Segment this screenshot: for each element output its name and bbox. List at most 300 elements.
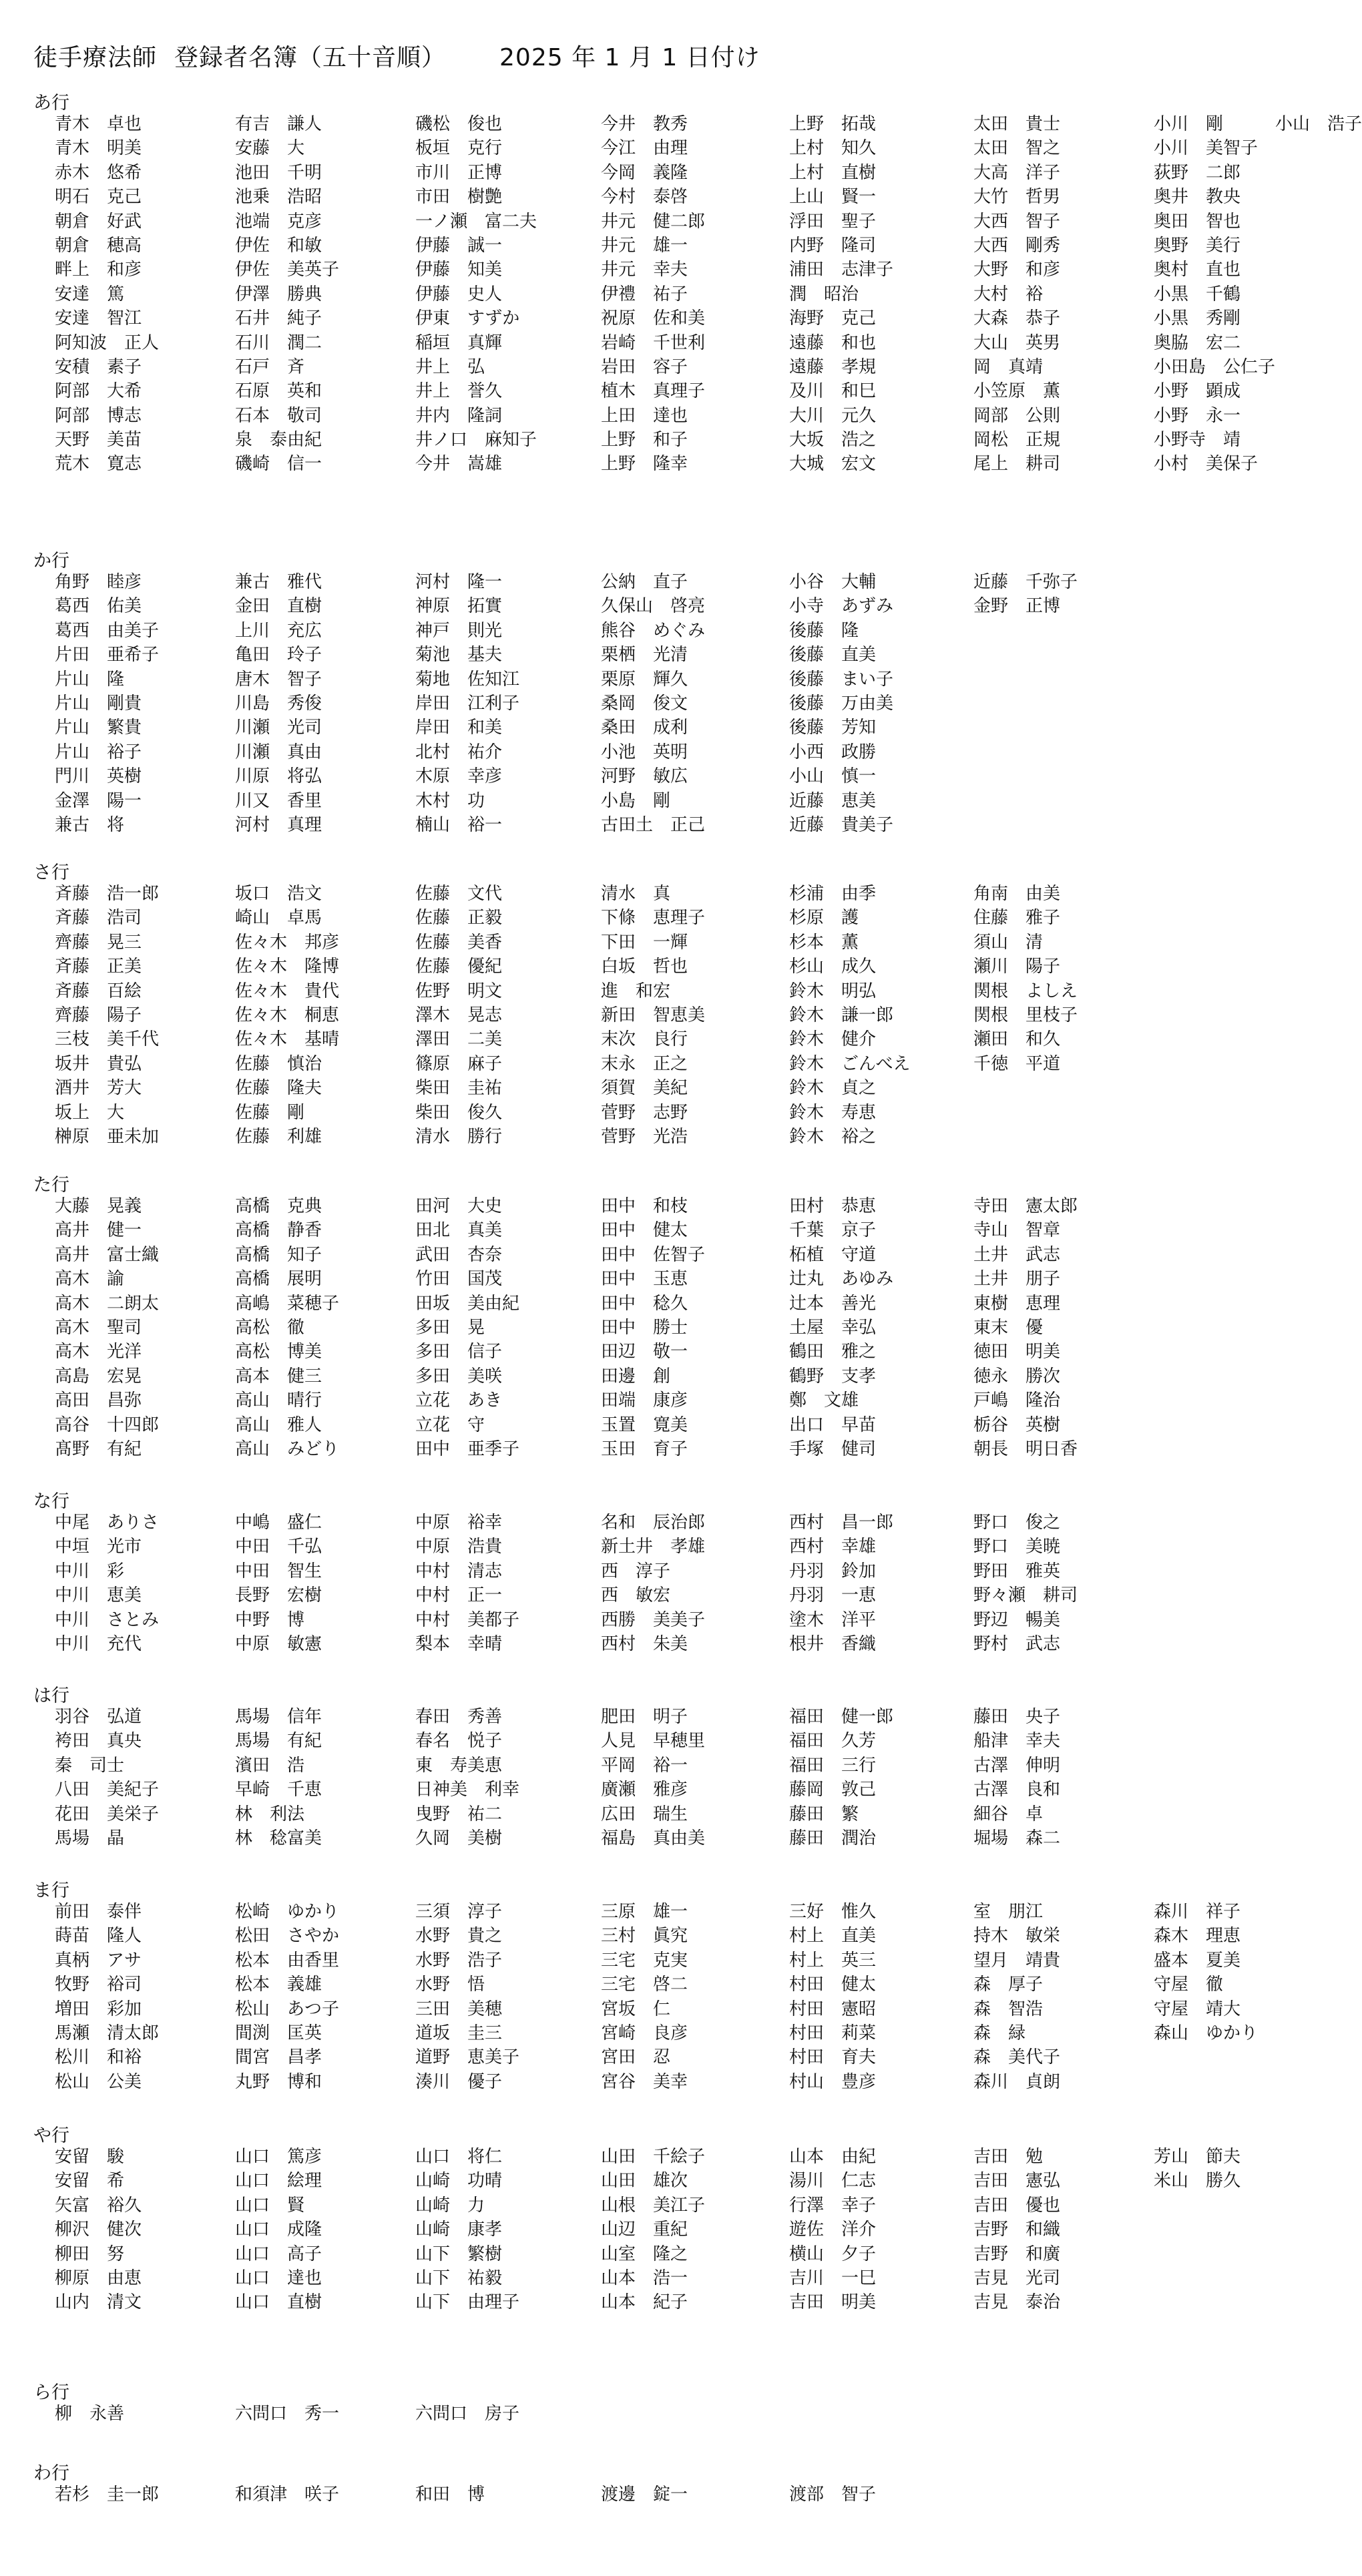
name-entry: 木村 功: [415, 790, 485, 811]
name-entry: 阿部 大希: [55, 381, 142, 402]
name-entry: 中田 智生: [235, 1561, 322, 1581]
name-entry: 戸嶋 隆治: [973, 1390, 1061, 1411]
name-entry: 井ノ口 麻知子: [415, 430, 537, 451]
name-entry: 宮坂 仁: [601, 1999, 671, 2019]
name-entry: 山田 雄次: [601, 2171, 688, 2192]
name-entry: 伊佐 美英子: [235, 260, 340, 280]
name-entry: 崎山 卓馬: [235, 908, 322, 929]
name-entry: 下條 恵理子: [601, 908, 706, 929]
name-entry: 佐藤 利雄: [235, 1126, 322, 1147]
name-entry: 明石 克己: [55, 187, 142, 208]
name-entry: 清水 真: [601, 884, 671, 904]
name-entry: 徳田 明美: [973, 1342, 1061, 1362]
name-entry: 鈴木 明弘: [789, 981, 877, 1001]
name-entry: 澤木 晃志: [415, 1005, 503, 1025]
name-entry: 吉見 光司: [973, 2268, 1061, 2288]
name-entry: 上川 充広: [235, 620, 322, 641]
name-entry: 上村 直樹: [789, 162, 877, 183]
name-entry: 竹田 国茂: [415, 1269, 503, 1290]
name-entry: 鄭 文雄: [789, 1390, 859, 1411]
name-entry: 三宅 啓二: [601, 1975, 688, 1995]
name-entry: 斉藤 浩一郎: [55, 884, 160, 904]
name-entry: 上野 和子: [601, 430, 688, 451]
name-entry: 細谷 卓: [973, 1804, 1044, 1824]
name-entry: 遠藤 孝規: [789, 356, 877, 377]
name-entry: 松川 和裕: [55, 2047, 142, 2068]
name-entry: 瀬田 和久: [973, 1029, 1061, 1050]
name-entry: 岩田 容子: [601, 356, 688, 377]
name-entry: 今井 嵩雄: [415, 454, 503, 475]
name-entry: 伊藤 誠一: [415, 235, 503, 256]
name-entry: 阿部 博志: [55, 405, 142, 426]
name-entry: 奥脇 宏二: [1154, 332, 1241, 353]
name-entry: 小田島 公仁子: [1154, 356, 1276, 377]
name-entry: 山崎 康孝: [415, 2220, 503, 2240]
name-entry: 尾上 耕司: [973, 454, 1061, 475]
name-entry: 春田 秀善: [415, 1707, 503, 1727]
name-entry: 井元 健二郎: [601, 211, 706, 232]
name-entry: 梨本 幸晴: [415, 1633, 503, 1654]
name-entry: 青木 明美: [55, 138, 142, 159]
name-entry: 土井 朋子: [973, 1269, 1061, 1290]
name-entry: 吉田 勉: [973, 2147, 1044, 2167]
name-entry: 福島 真由美: [601, 1828, 706, 1848]
name-entry: 水野 貴之: [415, 1926, 503, 1947]
name-entry: 髙野 有紀: [55, 1439, 142, 1459]
name-entry: 辻本 善光: [789, 1293, 877, 1314]
name-grid: [55, 1900, 1258, 2094]
name-entry: 泉 泰由紀: [235, 430, 322, 451]
name-entry: 湊川 優子: [415, 2071, 503, 2092]
name-entry: 高本 健三: [235, 1366, 322, 1386]
name-entry: 大坂 浩之: [789, 430, 877, 451]
name-entry: 室 朋江: [973, 1902, 1044, 1922]
name-entry: 松田 さやか: [235, 1926, 340, 1947]
name-entry: 杉本 薫: [789, 932, 859, 953]
name-entry: 山根 美江子: [601, 2195, 706, 2216]
name-entry: 公納 直子: [601, 572, 688, 592]
section-label: か行: [33, 551, 69, 571]
name-entry: 千徳 平道: [973, 1053, 1061, 1074]
name-entry: 大城 宏文: [789, 454, 877, 475]
name-entry: 角南 由美: [973, 884, 1061, 904]
name-entry: 間宮 昌孝: [235, 2047, 322, 2068]
name-entry: 兼古 雅代: [235, 572, 322, 592]
name-entry: 鈴木 ごんべえ: [789, 1053, 911, 1074]
name-entry: 朝倉 穂高: [55, 235, 142, 256]
name-entry: 今井 教秀: [601, 114, 688, 134]
name-entry: 渡邊 錠一: [601, 2485, 688, 2505]
name-entry: 米山 勝久: [1154, 2171, 1241, 2192]
name-entry: 小笠原 薫: [973, 381, 1061, 402]
name-entry: 中原 敏憲: [235, 1633, 322, 1654]
name-entry: 松本 義雄: [235, 1975, 322, 1995]
name-entry: 吉田 憲弘: [973, 2171, 1061, 2192]
name-entry: 久保山 啓亮: [601, 596, 706, 617]
name-entry: 唐木 智子: [235, 669, 322, 690]
name-entry: 木原 幸彦: [415, 766, 503, 787]
name-entry: 馬場 有紀: [235, 1731, 322, 1752]
name-entry: 山口 成隆: [235, 2220, 322, 2240]
name-entry: 菅野 志野: [601, 1102, 688, 1123]
name-entry: 村田 莉菜: [789, 2023, 877, 2043]
name-entry: 高橋 静香: [235, 1220, 322, 1241]
name-entry: 亀田 玲子: [235, 645, 322, 666]
name-entry: 伊藤 知美: [415, 260, 503, 280]
name-entry: 馬瀬 清太郎: [55, 2023, 160, 2043]
name-entry: 河村 真理: [235, 814, 322, 835]
name-entry: 安達 智江: [55, 308, 142, 329]
name-entry: 高橋 知子: [235, 1244, 322, 1265]
name-entry: 濱田 浩: [235, 1755, 305, 1776]
name-entry: 鈴木 裕之: [789, 1126, 877, 1147]
name-entry: 稲垣 真輝: [415, 332, 503, 353]
name-entry: 中原 裕幸: [415, 1513, 503, 1533]
name-entry: 安留 希: [55, 2171, 125, 2192]
name-entry: 三好 惟久: [789, 1902, 877, 1922]
name-entry: 盛本 夏美: [1154, 1950, 1241, 1971]
section-label: ら行: [33, 2382, 69, 2403]
name-entry: 佐々木 隆博: [235, 957, 340, 977]
name-entry: 西村 昌一郎: [789, 1513, 894, 1533]
name-entry: 田北 真美: [415, 1220, 503, 1241]
name-entry: 住藤 雅子: [973, 908, 1061, 929]
name-entry: 東 寿美恵: [415, 1755, 503, 1776]
name-entry: 鈴木 謙一郎: [789, 1005, 894, 1025]
name-entry: 桑岡 俊文: [601, 693, 688, 714]
name-entry: 太田 智之: [973, 138, 1061, 159]
name-entry: 田邊 創: [601, 1366, 671, 1386]
name-entry: 斉藤 百絵: [55, 981, 142, 1001]
name-entry: 蒔苗 隆人: [55, 1926, 142, 1947]
name-entry: 寺田 憲太郎: [973, 1196, 1078, 1216]
name-entry: 大高 洋子: [973, 162, 1061, 183]
name-entry: 田中 勝士: [601, 1317, 688, 1338]
name-entry: 須山 清: [973, 932, 1044, 953]
name-entry: 片山 隆: [55, 669, 125, 690]
name-entry: 林 稔富美: [235, 1828, 322, 1848]
name-entry: 福田 三行: [789, 1755, 877, 1776]
name-entry: 今江 由理: [601, 138, 688, 159]
name-entry: 酒井 芳大: [55, 1078, 142, 1099]
name-entry: 佐藤 美香: [415, 932, 503, 953]
name-entry: 佐藤 優紀: [415, 957, 503, 977]
name-entry: 斉藤 正美: [55, 957, 142, 977]
name-entry: 金田 直樹: [235, 596, 322, 617]
name-entry: 石戸 斉: [235, 356, 305, 377]
name-entry: 石井 純子: [235, 308, 322, 329]
name-entry: 野村 武志: [973, 1633, 1061, 1654]
name-entry: 川又 香里: [235, 790, 322, 811]
name-entry: 宮田 忍: [601, 2047, 671, 2068]
name-entry: 松山 あつ子: [235, 1999, 340, 2019]
name-entry: 塗木 洋平: [789, 1609, 877, 1630]
name-entry: 丹羽 一恵: [789, 1585, 877, 1606]
name-entry: 船津 幸夫: [973, 1731, 1061, 1752]
name-entry: 平岡 裕一: [601, 1755, 688, 1776]
name-entry: 丸野 博和: [235, 2071, 322, 2092]
name-entry: 増田 彩加: [55, 1999, 142, 2019]
name-entry: 田中 玉恵: [601, 1269, 688, 1290]
name-entry: 松山 公美: [55, 2071, 142, 2092]
name-entry: 柳沢 健次: [55, 2220, 142, 2240]
name-entry: 早崎 千恵: [235, 1780, 322, 1800]
name-entry: 中村 清志: [415, 1561, 503, 1581]
name-entry: 大村 裕: [973, 284, 1044, 304]
name-entry: 藤田 潤治: [789, 1828, 877, 1848]
name-entry: 井元 雄一: [601, 235, 688, 256]
name-entry: 古田土 正己: [601, 814, 706, 835]
name-entry: 岸田 和美: [415, 718, 503, 738]
name-entry: 日神美 利幸: [415, 1780, 520, 1800]
name-entry: 吉田 優也: [973, 2195, 1061, 2216]
name-entry: 鶴田 雅之: [789, 1342, 877, 1362]
name-entry: 荻野 二郎: [1154, 162, 1241, 183]
name-entry: 多田 美咲: [415, 1366, 503, 1386]
name-entry: 大西 智子: [973, 211, 1061, 232]
name-entry: 片田 亜希子: [55, 645, 160, 666]
name-entry: 荒木 寛志: [55, 454, 142, 475]
name-entry: 鈴木 寿恵: [789, 1102, 877, 1123]
name-entry: 新土井 孝雄: [601, 1537, 706, 1557]
name-entry: 山口 直樹: [235, 2292, 322, 2313]
name-entry: 若杉 圭一郎: [55, 2485, 160, 2505]
name-entry: 袴田 真央: [55, 1731, 142, 1752]
name-entry: 和須津 咲子: [235, 2485, 340, 2505]
name-entry: 鶴野 支孝: [789, 1366, 877, 1386]
name-entry: 野々瀬 耕司: [973, 1585, 1078, 1606]
name-entry: 福田 健一郎: [789, 1707, 894, 1727]
name-entry: 中村 正一: [415, 1585, 503, 1606]
name-entry: 安達 篤: [55, 284, 125, 304]
name-entry: 湯川 仁志: [789, 2171, 877, 2192]
name-entry: 小西 政勝: [789, 742, 877, 762]
name-entry: 大西 剛秀: [973, 235, 1061, 256]
name-entry: 高木 諭: [55, 1269, 125, 1290]
name-entry: 野辺 暢美: [973, 1609, 1061, 1630]
name-entry: 上野 隆幸: [601, 454, 688, 475]
name-entry: 杉浦 由季: [789, 884, 877, 904]
name-entry: 牧野 裕司: [55, 1975, 142, 1995]
name-entry: 井内 隆詞: [415, 405, 503, 426]
name-entry: 村上 直美: [789, 1926, 877, 1947]
name-entry: 田中 稔久: [601, 1293, 688, 1314]
name-entry: 山田 千絵子: [601, 2147, 706, 2167]
name-entry: 須賀 美紀: [601, 1078, 688, 1099]
name-entry: 安積 素子: [55, 356, 142, 377]
name-entry: 池端 克彦: [235, 211, 322, 232]
name-entry: 高嶋 菜穂子: [235, 1293, 340, 1314]
name-entry: 山本 浩一: [601, 2268, 688, 2288]
name-entry: 佐藤 剛: [235, 1102, 305, 1123]
name-entry: 佐々木 桐恵: [235, 1005, 340, 1025]
name-entry: 板垣 克行: [415, 138, 503, 159]
name-entry: 潤 昭治: [789, 284, 859, 304]
name-entry: 山内 清文: [55, 2292, 142, 2313]
name-entry: 佐藤 慎治: [235, 1053, 322, 1074]
name-entry: 栃谷 英樹: [973, 1414, 1061, 1435]
name-entry: 井元 幸夫: [601, 260, 688, 280]
name-entry: 野口 俊之: [973, 1513, 1061, 1533]
name-entry: 上野 拓哉: [789, 114, 877, 134]
name-entry: 中原 浩貴: [415, 1537, 503, 1557]
name-entry: 井上 弘: [415, 356, 485, 377]
name-entry: 小村 美保子: [1154, 454, 1259, 475]
name-entry: 岡部 公則: [973, 405, 1061, 426]
name-entry: 片山 裕子: [55, 742, 142, 762]
name-entry: 中嶋 盛仁: [235, 1513, 322, 1533]
name-entry: 野田 雅英: [973, 1561, 1061, 1581]
name-entry: 丹羽 鈴加: [789, 1561, 877, 1581]
name-entry: 山下 由理子: [415, 2292, 520, 2313]
name-entry: 小野 顕成: [1154, 381, 1241, 402]
name-entry: 村田 健太: [789, 1975, 877, 1995]
name-entry: 小黒 千鶴: [1154, 284, 1241, 304]
name-entry: 神戸 則光: [415, 620, 503, 641]
name-entry: 吉見 泰治: [973, 2292, 1061, 2313]
name-entry: 安藤 大: [235, 138, 305, 159]
name-entry: 安留 駿: [55, 2147, 125, 2167]
name-entry: 池田 千明: [235, 162, 322, 183]
name-entry: 白坂 哲也: [601, 957, 688, 977]
section-label: は行: [33, 1686, 69, 1706]
name-entry: 武田 杏奈: [415, 1244, 503, 1265]
section-label: や行: [33, 2125, 69, 2146]
name-entry: 後藤 まい子: [789, 669, 894, 690]
name-entry: 祝原 佐和美: [601, 308, 706, 329]
name-entry: 多田 信子: [415, 1342, 503, 1362]
name-entry: 小山 浩子: [1275, 114, 1362, 134]
name-entry: 三原 雄一: [601, 1902, 688, 1922]
name-entry: 広田 瑞生: [601, 1804, 688, 1824]
name-grid: [55, 2145, 1240, 2315]
name-entry: 兼古 将: [55, 814, 125, 835]
name-entry: 田中 和枝: [601, 1196, 688, 1216]
name-entry: 河野 敏広: [601, 766, 688, 787]
name-entry: 川島 秀俊: [235, 693, 322, 714]
name-entry: 藤田 央子: [973, 1707, 1061, 1727]
name-entry: 関根 里枝子: [973, 1005, 1078, 1025]
name-entry: 齊藤 陽子: [55, 1005, 142, 1025]
name-entry: 葛西 佑美: [55, 596, 142, 617]
name-entry: 菊池 基夫: [415, 645, 503, 666]
name-entry: 高井 健一: [55, 1220, 142, 1241]
name-entry: 大山 英男: [973, 332, 1061, 353]
name-entry: 後藤 芳知: [789, 718, 877, 738]
name-entry: 中川 彩: [55, 1561, 125, 1581]
name-entry: 下田 一輝: [601, 932, 688, 953]
name-entry: 岡松 正規: [973, 430, 1061, 451]
title-date: 2025 年 1 月 1 日付け: [499, 44, 760, 71]
name-entry: 吉野 和廣: [973, 2244, 1061, 2264]
name-entry: 坂上 大: [55, 1102, 125, 1123]
name-entry: 西勝 美美子: [601, 1609, 706, 1630]
name-entry: 芳山 節夫: [1154, 2147, 1241, 2167]
name-entry: 森 緑: [973, 2023, 1026, 2043]
name-entry: 市田 樹艶: [415, 187, 503, 208]
name-entry: 馬場 信年: [235, 1707, 322, 1727]
name-entry: 山崎 功晴: [415, 2171, 503, 2192]
name-entry: 大川 元久: [789, 405, 877, 426]
name-entry: 和田 博: [415, 2485, 485, 2505]
name-entry: 藤田 繁: [789, 1804, 859, 1824]
name-entry: 上田 達也: [601, 405, 688, 426]
name-entry: 六問口 房子: [415, 2404, 520, 2424]
name-entry: 水野 悟: [415, 1975, 485, 1995]
name-entry: 矢富 裕久: [55, 2195, 142, 2216]
name-entry: 高井 富士織: [55, 1244, 160, 1265]
name-entry: 関根 よしえ: [973, 981, 1078, 1001]
name-entry: 岡 真靖: [973, 356, 1044, 377]
name-entry: 伊佐 和敏: [235, 235, 322, 256]
name-entry: 野口 美暁: [973, 1537, 1061, 1557]
name-entry: 奥野 美行: [1154, 235, 1241, 256]
name-entry: 立花 守: [415, 1414, 485, 1435]
name-entry: 山本 紀子: [601, 2292, 688, 2313]
name-entry: 道坂 圭三: [415, 2023, 503, 2043]
name-entry: 村田 憲昭: [789, 1999, 877, 2019]
name-entry: 山口 賢: [235, 2195, 305, 2216]
name-entry: 東樹 恵理: [973, 1293, 1061, 1314]
name-entry: 廣瀬 雅彦: [601, 1780, 688, 1800]
name-entry: 西村 朱美: [601, 1633, 688, 1654]
name-entry: 高山 晴行: [235, 1390, 322, 1411]
name-entry: 末永 正之: [601, 1053, 688, 1074]
name-entry: 遠藤 和也: [789, 332, 877, 353]
name-entry: 北村 祐介: [415, 742, 503, 762]
name-entry: 鈴木 貞之: [789, 1078, 877, 1099]
name-entry: 高木 二朗太: [55, 1293, 160, 1314]
name-entry: 道野 恵美子: [415, 2047, 520, 2068]
name-entry: 奥田 智也: [1154, 211, 1241, 232]
name-entry: 門川 英樹: [55, 766, 142, 787]
name-entry: 多田 晃: [415, 1317, 485, 1338]
name-entry: 村田 育夫: [789, 2047, 877, 2068]
name-entry: 玉田 育子: [601, 1439, 688, 1459]
name-entry: 古澤 伸明: [973, 1755, 1061, 1776]
name-entry: 及川 和巳: [789, 381, 877, 402]
name-entry: 馬場 晶: [55, 1828, 125, 1848]
name-entry: 六問口 秀一: [235, 2404, 340, 2424]
name-entry: 金野 正博: [973, 596, 1061, 617]
name-entry: 森川 祥子: [1154, 1902, 1241, 1922]
name-entry: 高木 光洋: [55, 1342, 142, 1362]
name-entry: 榊原 亜未加: [55, 1126, 160, 1147]
name-entry: 西 淳子: [601, 1561, 671, 1581]
name-entry: 土井 武志: [973, 1244, 1061, 1265]
name-entry: 遊佐 洋介: [789, 2220, 877, 2240]
name-entry: 山口 高子: [235, 2244, 322, 2264]
name-entry: 水野 浩子: [415, 1950, 503, 1971]
name-grid: [55, 882, 1154, 1149]
name-entry: 大野 和彦: [973, 260, 1061, 280]
name-entry: 中川 充代: [55, 1633, 142, 1654]
name-entry: 齊藤 晃三: [55, 932, 142, 953]
name-entry: 守屋 靖大: [1154, 1999, 1241, 2019]
name-entry: 古澤 良和: [973, 1780, 1061, 1800]
name-entry: 天野 美苗: [55, 430, 142, 451]
name-grid: [55, 112, 1362, 477]
name-entry: 高橋 展明: [235, 1269, 322, 1290]
name-entry: 杉山 成久: [789, 957, 877, 977]
name-entry: 伊藤 史人: [415, 284, 503, 304]
name-entry: 中川 さとみ: [55, 1609, 160, 1630]
name-entry: 西 敏宏: [601, 1585, 671, 1606]
name-entry: 菅野 光浩: [601, 1126, 688, 1147]
name-entry: 末次 良行: [601, 1029, 688, 1050]
name-entry: 小池 英明: [601, 742, 688, 762]
name-entry: 後藤 隆: [789, 620, 859, 641]
